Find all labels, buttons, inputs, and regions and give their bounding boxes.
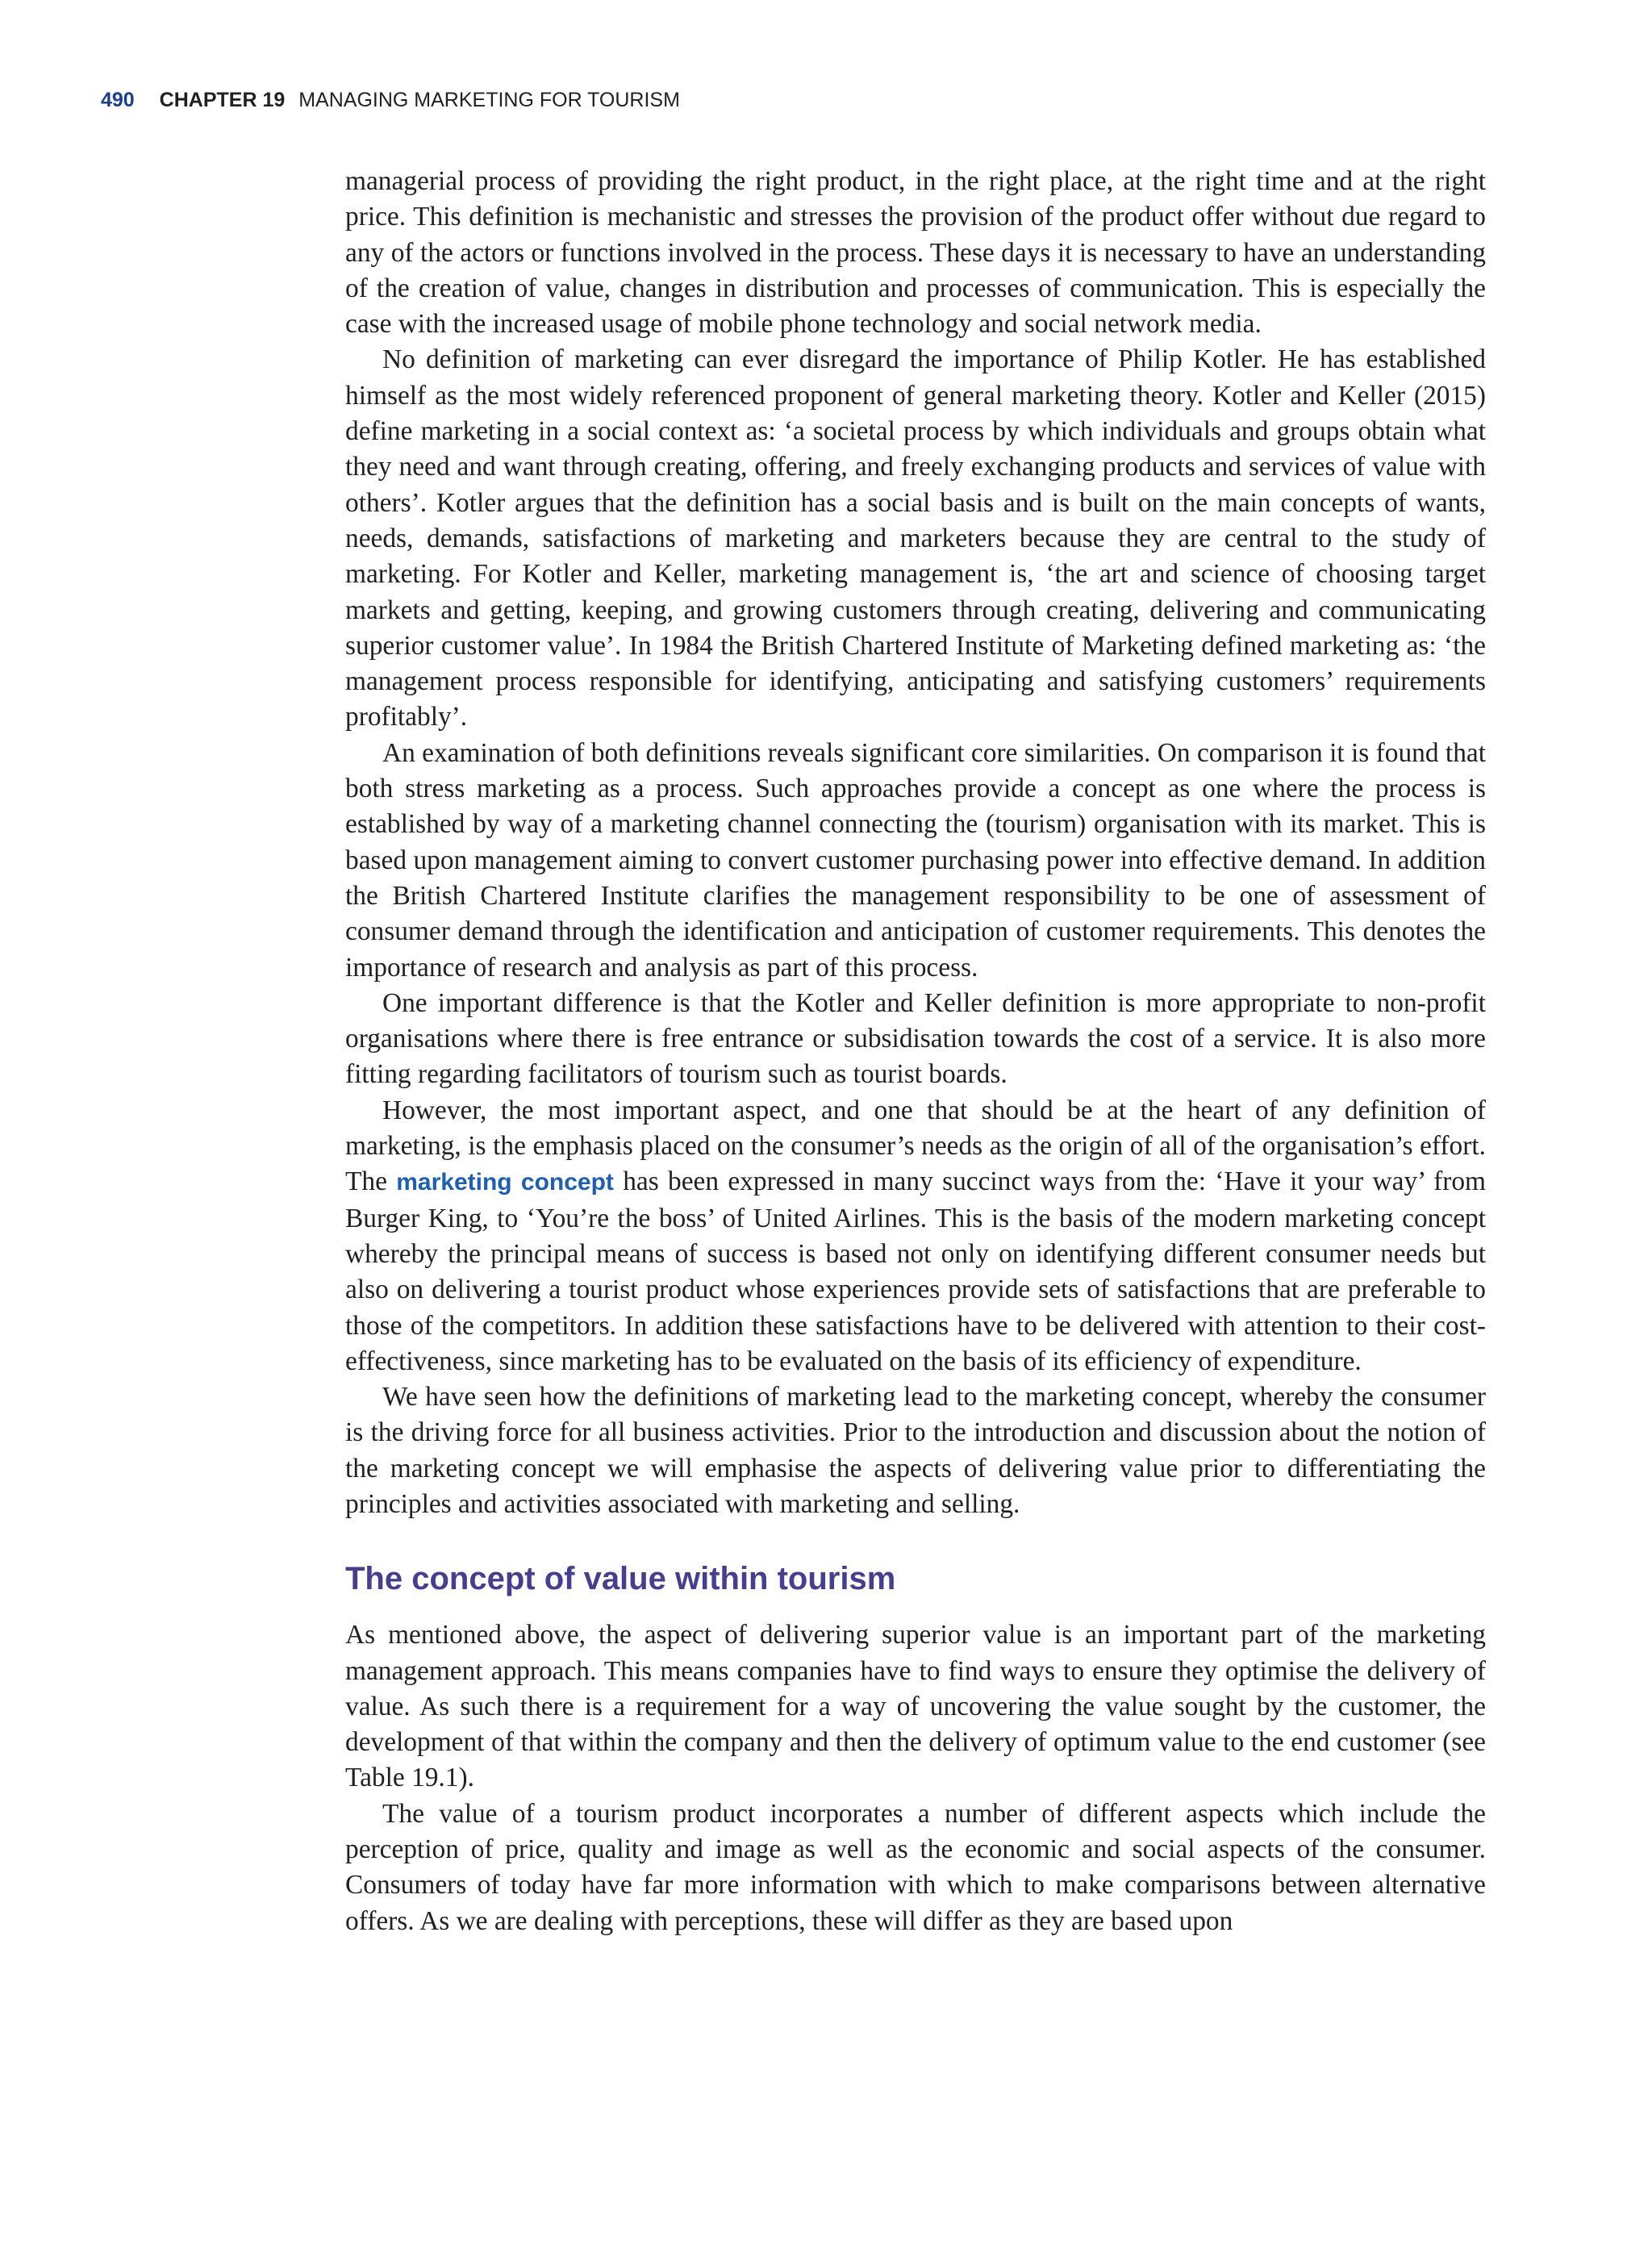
running-head [101, 89, 680, 112]
paragraph-5-text-after: has been expressed in many succinct ways from the: ‘Have it your way’ from Burger King, to ‘You’re the boss’ of United Airlines. This is the basis of the modern marketing concept whereby the principal means of success is based not only on identifying different consumer needs but also on delivering a tourist product whose experiences provide sets of satisfactions that are preferable to those of the competitors. In addition these satisfactions have to be delivered with attention to their cost-effectiveness, since marketing has to be evaluated on the basis of its efficiency of expenditure. [345, 1166, 1486, 1376]
paragraph-2: No definition of marketing can ever disregard the importance of Philip Kotler. He has established himself as the most widely referenced proponent of general marketing theory. Kotler and Keller (2015) define marketing in a social context as: ‘a societal process by which individuals and groups obtain what they need and want through creating, offering, and freely exchanging products and services of value with others’. Kotler argues that the definition has a social basis and is built on the main concepts of wants, needs, demands, satisfactions of marketing and marketers because they are central to the study of marketing. For Kotler and Keller, marketing management is, ‘the art and science of choosing target markets and getting, keeping, and growing customers through creating, delivering and communicating superior customer value’. In 1984 the British Chartered Institute of Marketing defined marketing as: ‘the management process responsible for identifying, anticipating and satisfying customers’ requirements profitably’. [345, 344, 1486, 732]
paragraph-3: An examination of both definitions reveals significant core similarities. On comparison it is found that both stress marketing as a process. Such approaches provide a concept as one where the process is established by way of a marketing channel connecting the (tourism) organisation with its market. This is based upon management aiming to convert customer purchasing power into effective demand. In addition the British Chartered Institute clarifies the management responsibility to be one of assessment of consumer demand through the identification and anticipation of customer requirements. This denotes the importance of research and analysis as part of this process. [345, 737, 1486, 983]
paragraph-7: As mentioned above, the aspect of delivering superior value is an important part of the marketing management approach. This means companies have to find ways to ensure they optimise the delivery of value. As such there is a requirement for a way of uncovering the value sought by the customer, the development of that within the company and then the delivery of optimum value to the end customer (see Table 19.1). [345, 1620, 1486, 1793]
paragraph-8: The value of a tourism product incorporates a number of different aspects which include the perception of price, quality and image as well as the economic and social aspects of the consumer. Consumers of today have far more information with which to make comparisons between alternative offers. As we are dealing with perceptions, these will differ as they are based upon [345, 1798, 1486, 1936]
chapter-label: CHAPTER 19 [159, 89, 286, 111]
chapter-title: MANAGING MARKETING FOR TOURISM [298, 89, 680, 111]
key-term-marketing-concept: marketing concept [396, 1169, 614, 1196]
page-number: 490 [101, 89, 135, 111]
paragraph-5-text-before: However, the most important aspect, and one that should be at the heart of any definition of marketing, is the emphasis placed on the consumer’s needs as the origin of all of the organisation’s effort. The [345, 1095, 1486, 1197]
section-heading: The concept of value within tourism [345, 1561, 896, 1597]
paragraph-1: managerial process of providing the right product, in the right place, at the right time and at the right price. This definition is mechanistic and stresses the provision of the product offer without due regard to any of the actors or functions involved in the process. These days it is necessary to have an understanding of the creation of value, changes in distribution and processes of communication. This is especially the case with the increased usage of mobile phone technology and social network media. [345, 166, 1486, 340]
body-text [345, 164, 1486, 1939]
paragraph-5 [345, 1093, 1486, 1379]
paragraph-6: We have seen how the definitions of marketing lead to the marketing concept, whereby the consumer is the driving force for all business activities. Prior to the introduction and discussion about the notion of the marketing concept we will emphasise the aspects of delivering value prior to differentiating the principles and activities associated with marketing and selling. [345, 1382, 1486, 1519]
paragraph-4: One important difference is that the Kotler and Keller definition is more appropriate to non-profit organisations where there is free entrance or subsidisation towards the cost of a service. It is also more fitting regarding facilitators of tourism such as tourist boards. [345, 987, 1486, 1090]
